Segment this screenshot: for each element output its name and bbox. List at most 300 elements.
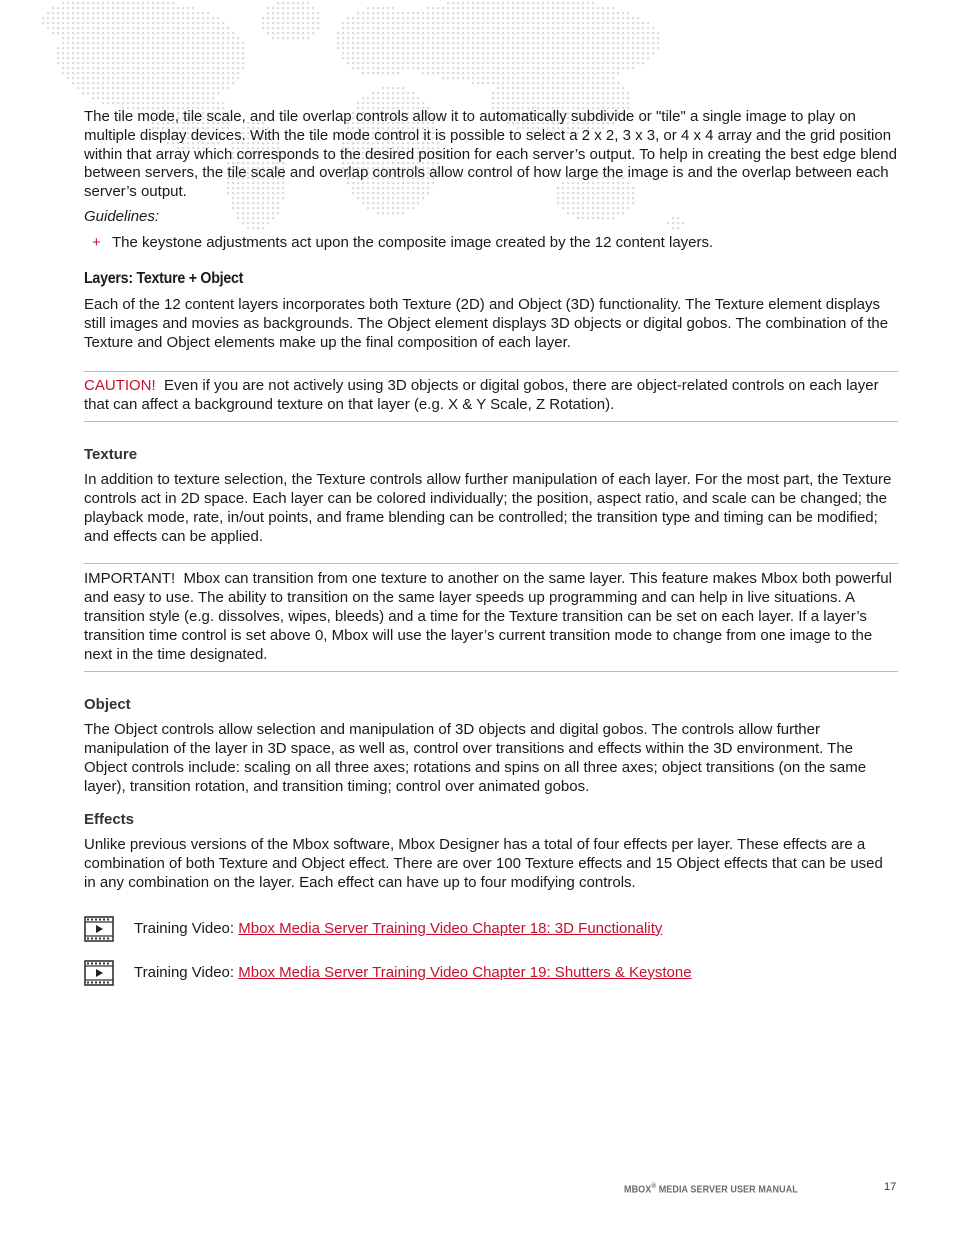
map-dot [497,7,499,9]
map-dot [292,27,294,29]
map-dot [477,12,479,14]
map-dot [637,27,639,29]
map-dot [412,92,414,94]
map-dot [412,22,414,24]
map-dot [547,97,549,99]
map-dot [512,102,514,104]
map-dot [497,12,499,14]
map-dot [67,27,69,29]
map-dot [227,67,229,69]
map-dot [407,97,409,99]
map-dot [52,17,54,19]
map-dot [602,67,604,69]
map-dot [502,67,504,69]
map-dot [632,42,634,44]
map-dot [192,12,194,14]
map-dot [307,22,309,24]
map-dot [397,67,399,69]
map-dot [372,37,374,39]
map-dot [452,37,454,39]
map-dot [592,2,594,4]
map-dot [542,72,544,74]
map-dot [557,22,559,24]
map-dot [592,52,594,54]
map-dot [582,7,584,9]
map-dot [192,7,194,9]
map-dot [202,77,204,79]
map-dot [127,22,129,24]
map-dot [172,57,174,59]
map-dot [127,57,129,59]
map-dot [592,32,594,34]
map-dot [107,52,109,54]
map-dot [452,32,454,34]
map-dot [467,32,469,34]
map-dot [527,2,529,4]
map-dot [357,12,359,14]
map-dot [122,12,124,14]
map-dot [172,27,174,29]
map-dot [187,47,189,49]
map-dot [297,2,299,4]
map-dot [357,17,359,19]
map-dot [92,57,94,59]
map-dot [197,67,199,69]
map-dot [377,37,379,39]
map-dot [432,67,434,69]
map-dot [612,32,614,34]
map-dot [462,77,464,79]
map-dot [142,77,144,79]
map-dot [607,52,609,54]
map-dot [232,82,234,84]
map-dot [577,32,579,34]
map-dot [557,37,559,39]
map-dot [87,62,89,64]
map-dot [602,92,604,94]
map-dot [442,67,444,69]
map-dot [612,22,614,24]
map-dot [127,72,129,74]
map-dot [397,87,399,89]
map-dot [112,77,114,79]
map-dot [262,17,264,19]
map-dot [562,47,564,49]
map-dot [157,37,159,39]
map-dot [477,67,479,69]
map-dot [527,87,529,89]
map-dot [347,47,349,49]
map-dot [592,77,594,79]
map-dot [282,7,284,9]
map-dot [522,7,524,9]
map-dot [367,32,369,34]
map-dot [107,72,109,74]
map-dot [167,87,169,89]
map-dot [532,22,534,24]
map-dot [517,57,519,59]
map-dot [532,72,534,74]
map-dot [162,7,164,9]
map-dot [142,22,144,24]
map-dot [487,47,489,49]
map-dot [102,2,104,4]
map-dot [357,42,359,44]
map-dot [302,7,304,9]
map-dot [162,47,164,49]
map-dot [542,97,544,99]
map-dot [172,82,174,84]
map-dot [62,42,64,44]
map-dot [437,72,439,74]
map-dot [587,17,589,19]
map-dot [117,17,119,19]
map-dot [132,72,134,74]
map-dot [427,52,429,54]
map-dot [392,57,394,59]
map-dot [102,57,104,59]
map-dot [177,62,179,64]
map-dot [442,52,444,54]
map-dot [152,37,154,39]
map-dot [567,2,569,4]
map-dot [497,52,499,54]
map-dot [207,67,209,69]
map-dot [432,17,434,19]
map-dot [547,37,549,39]
map-dot [502,12,504,14]
map-dot [197,102,199,104]
map-dot [502,2,504,4]
map-dot [267,22,269,24]
map-dot [187,22,189,24]
map-dot [97,87,99,89]
map-dot [202,12,204,14]
map-dot [157,2,159,4]
map-dot [527,97,529,99]
map-dot [472,32,474,34]
map-dot [627,57,629,59]
map-dot [387,62,389,64]
training-video-2-link[interactable]: Mbox Media Server Training Video Chapter 19: Shutters & Keystone [238,963,692,981]
map-dot [607,62,609,64]
map-dot [127,17,129,19]
map-dot [622,62,624,64]
map-dot [607,57,609,59]
map-dot [492,57,494,59]
map-dot [567,92,569,94]
map-dot [627,17,629,19]
map-dot [567,87,569,89]
map-dot [522,37,524,39]
map-dot [82,2,84,4]
map-dot [177,17,179,19]
map-dot [542,57,544,59]
map-dot [232,42,234,44]
map-dot [102,62,104,64]
map-dot [297,17,299,19]
map-dot [607,12,609,14]
map-dot [117,92,119,94]
map-dot [432,62,434,64]
map-dot [547,82,549,84]
map-dot [152,42,154,44]
map-dot [192,82,194,84]
map-dot [522,42,524,44]
map-dot [82,12,84,14]
map-dot [487,27,489,29]
map-dot [482,37,484,39]
map-dot [337,47,339,49]
map-dot [107,12,109,14]
map-dot [537,27,539,29]
map-dot [462,17,464,19]
map-dot [472,37,474,39]
map-dot [162,12,164,14]
map-dot [402,92,404,94]
map-dot [472,42,474,44]
map-dot [532,92,534,94]
map-dot [277,17,279,19]
map-dot [147,47,149,49]
map-dot [467,47,469,49]
map-dot [587,72,589,74]
map-dot [402,47,404,49]
map-dot [547,87,549,89]
map-dot [512,22,514,24]
map-dot [207,72,209,74]
map-dot [137,67,139,69]
map-dot [562,102,564,104]
training-video-1-link[interactable]: Mbox Media Server Training Video Chapter 18: 3D Functionality [238,919,663,937]
map-dot [497,47,499,49]
map-dot [427,72,429,74]
map-dot [142,52,144,54]
map-dot [172,77,174,79]
map-dot [212,87,214,89]
map-dot [207,57,209,59]
map-dot [402,42,404,44]
map-dot [122,7,124,9]
map-dot [142,27,144,29]
map-dot [367,42,369,44]
map-dot [132,27,134,29]
map-dot [447,72,449,74]
map-dot [447,57,449,59]
map-dot [217,92,219,94]
map-dot [577,12,579,14]
map-dot [507,27,509,29]
map-dot [92,37,94,39]
map-dot [582,42,584,44]
map-dot [442,42,444,44]
map-dot [542,17,544,19]
map-dot [587,52,589,54]
map-dot [122,57,124,59]
map-dot [492,27,494,29]
map-dot [372,72,374,74]
map-dot [212,82,214,84]
map-dot [302,2,304,4]
map-dot [62,22,64,24]
map-dot [597,57,599,59]
map-dot [67,42,69,44]
map-dot [432,22,434,24]
map-dot [417,22,419,24]
map-dot [487,32,489,34]
map-dot [477,27,479,29]
map-dot [582,97,584,99]
map-dot [127,12,129,14]
map-dot [157,27,159,29]
map-dot [517,67,519,69]
map-dot [527,7,529,9]
map-dot [582,72,584,74]
map-dot [62,37,64,39]
map-dot [97,72,99,74]
map-dot [117,77,119,79]
map-dot [607,72,609,74]
map-dot [92,27,94,29]
map-dot [502,42,504,44]
map-dot [297,12,299,14]
map-dot [602,47,604,49]
map-dot [582,67,584,69]
map-dot [642,62,644,64]
map-dot [572,17,574,19]
map-dot [92,52,94,54]
map-dot [182,42,184,44]
map-dot [277,32,279,34]
map-dot [472,12,474,14]
map-dot [497,87,499,89]
map-dot [222,67,224,69]
map-dot [282,22,284,24]
map-dot [642,42,644,44]
map-dot [477,47,479,49]
map-dot [82,42,84,44]
map-dot [472,17,474,19]
map-dot [427,17,429,19]
map-dot [212,27,214,29]
map-dot [207,22,209,24]
map-dot [537,47,539,49]
guidelines-label: Guidelines: [84,207,160,225]
map-dot [602,37,604,39]
map-dot [602,12,604,14]
map-dot [507,47,509,49]
map-dot [487,37,489,39]
map-dot [187,7,189,9]
map-dot [382,42,384,44]
map-dot [77,7,79,9]
map-dot [577,52,579,54]
map-dot [337,37,339,39]
map-dot [147,77,149,79]
map-dot [502,77,504,79]
map-dot [587,12,589,14]
map-dot [642,52,644,54]
map-dot [342,37,344,39]
map-dot [597,87,599,89]
map-dot [117,87,119,89]
map-dot [577,72,579,74]
map-dot [202,27,204,29]
map-dot [367,57,369,59]
map-dot [107,57,109,59]
map-dot [507,92,509,94]
map-dot [567,97,569,99]
map-dot [562,52,564,54]
map-dot [82,52,84,54]
map-dot [122,32,124,34]
important-text: Mbox can transition from one texture to another on the same layer. This feature makes Mbox both powerful and easy to use. The ability to transition on the same layer speeds up programming and can help in live situations. A transition style (e.g. dissolves, wipes, bleeds) and a time for the Texture transition can be set on each layer. If a layer’s transition time control is set above 0, Mbox will use the layer’s current transition mode to change from one image to the next in the time designated. [84,570,892,663]
map-dot [592,97,594,99]
map-dot [392,42,394,44]
map-dot [487,57,489,59]
map-dot [477,52,479,54]
map-dot [552,2,554,4]
map-dot [217,47,219,49]
map-dot [557,92,559,94]
map-dot [132,17,134,19]
map-dot [447,17,449,19]
map-dot [587,47,589,49]
map-dot [187,37,189,39]
map-dot [477,82,479,84]
map-dot [487,22,489,24]
map-dot [387,67,389,69]
map-dot [167,32,169,34]
map-dot [207,47,209,49]
map-dot [232,47,234,49]
map-dot [622,37,624,39]
map-dot [317,17,319,19]
map-dot [452,22,454,24]
map-dot [267,32,269,34]
map-dot [142,37,144,39]
map-dot [397,92,399,94]
map-dot [307,12,309,14]
map-dot [117,47,119,49]
map-dot [197,37,199,39]
map-dot [462,52,464,54]
map-dot [492,72,494,74]
map-dot [122,102,124,104]
map-dot [117,27,119,29]
map-dot [177,7,179,9]
map-dot [407,92,409,94]
bullet-item [84,234,898,253]
page-number: 17 [884,1181,897,1193]
map-dot [532,32,534,34]
map-dot [122,87,124,89]
map-dot [602,57,604,59]
map-dot [617,97,619,99]
map-dot [207,82,209,84]
map-dot [422,72,424,74]
map-dot [72,17,74,19]
map-dot [362,97,364,99]
map-dot [342,47,344,49]
map-dot [387,92,389,94]
map-dot [342,32,344,34]
map-dot [377,32,379,34]
map-dot [412,97,414,99]
map-dot [142,92,144,94]
map-dot [352,42,354,44]
map-dot [132,42,134,44]
